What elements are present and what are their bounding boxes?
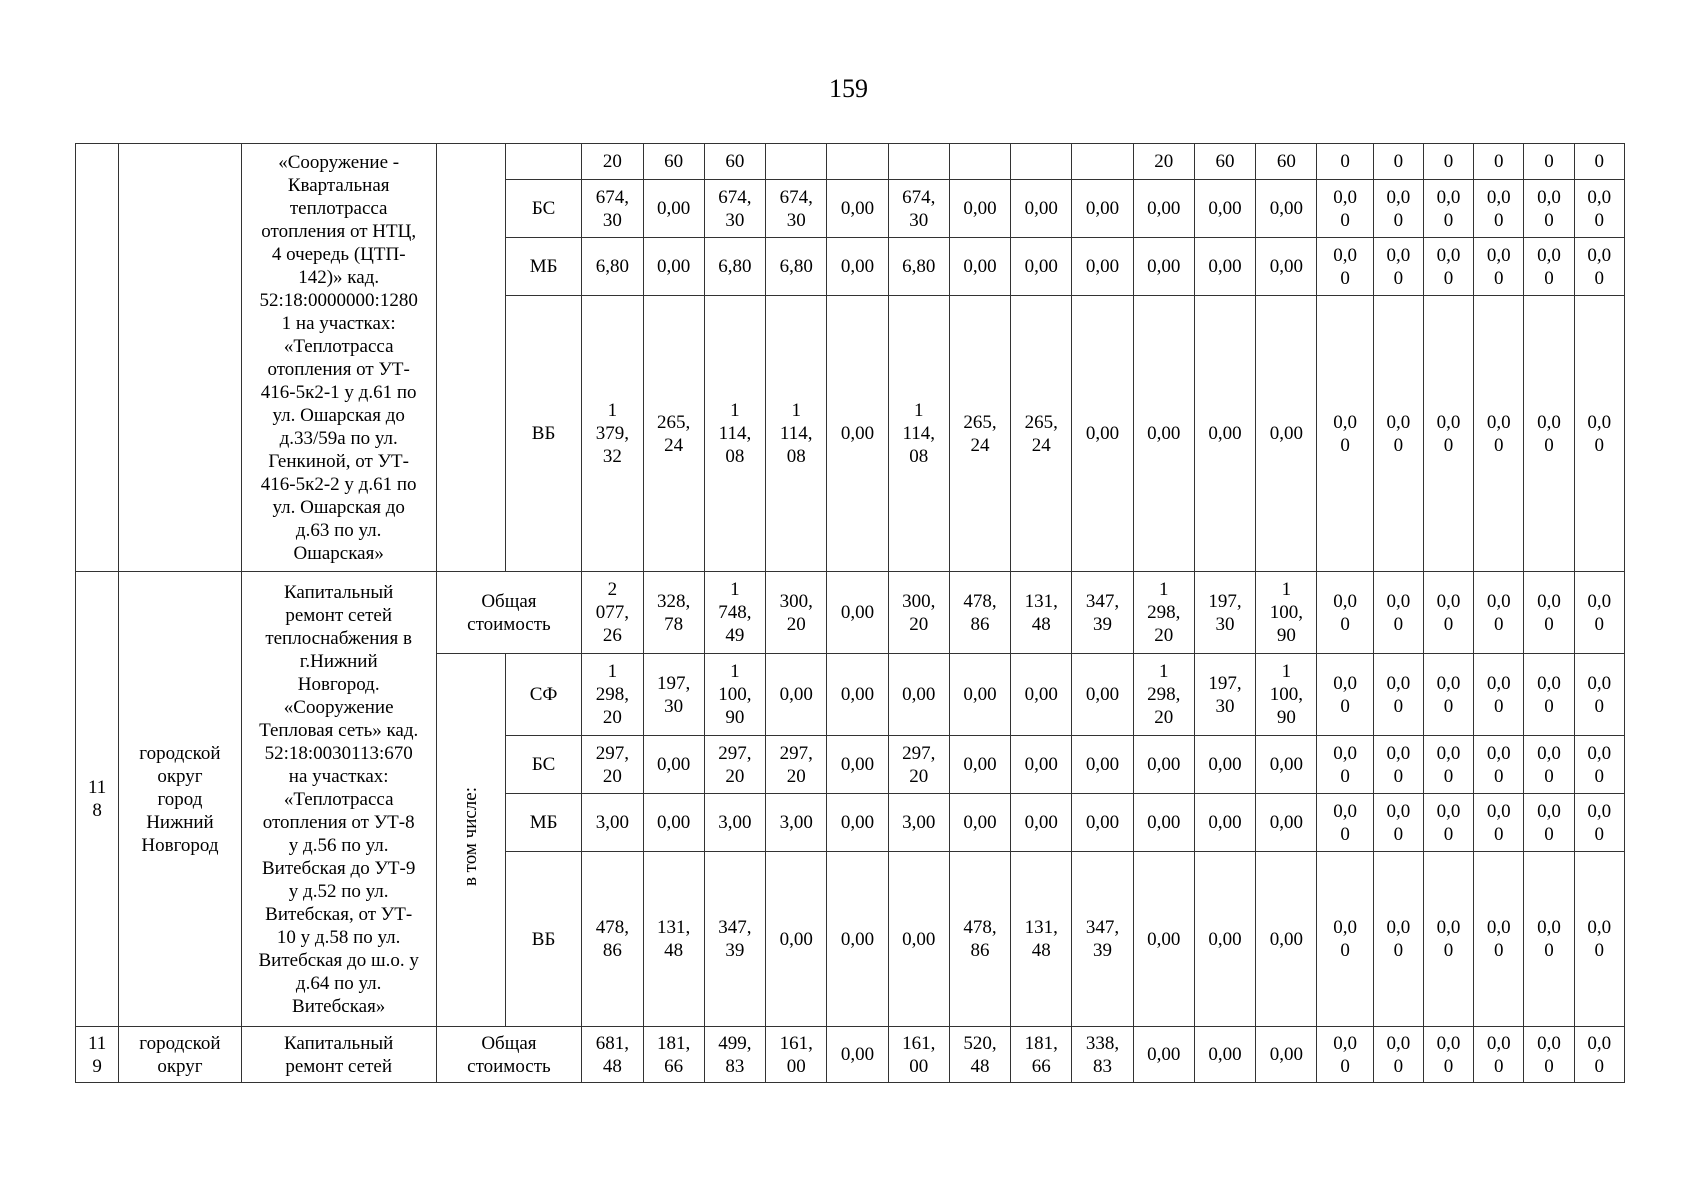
table-row [76, 144, 1625, 180]
table-row [76, 572, 1625, 654]
value-cell: 499, 83 [704, 1027, 765, 1083]
value-cell: 328, 78 [643, 572, 704, 654]
value-cell: 0,00 [1194, 180, 1255, 238]
value-cell: 0,00 [888, 852, 949, 1027]
fund-source-label: МБ [505, 238, 581, 296]
value-cell: 297, 20 [888, 736, 949, 794]
value-cell: 20 [1133, 144, 1194, 180]
value-cell: 0,0 0 [1524, 238, 1574, 296]
value-cell: 0,00 [1194, 852, 1255, 1027]
value-cell: 0,00 [827, 794, 888, 852]
value-cell: 0,0 0 [1373, 572, 1423, 654]
value-cell: 0,0 0 [1524, 852, 1574, 1027]
value-cell: 0,00 [1072, 238, 1133, 296]
value-cell: 265, 24 [949, 296, 1010, 572]
value-cell: 0,0 0 [1373, 654, 1423, 736]
value-cell: 0,0 0 [1524, 654, 1574, 736]
table-row [76, 1027, 1625, 1083]
value-cell: 347, 39 [1072, 852, 1133, 1027]
value-cell: 0,00 [1072, 180, 1133, 238]
value-cell: 1 114, 08 [888, 296, 949, 572]
value-cell: 0,0 0 [1373, 296, 1423, 572]
funding-table [75, 143, 1625, 1083]
value-cell: 520, 48 [949, 1027, 1010, 1083]
value-cell: 0,0 0 [1317, 794, 1373, 852]
value-cell: 1 100, 90 [1256, 572, 1317, 654]
value-cell: 2 077, 26 [582, 572, 643, 654]
value-cell: 0,00 [827, 852, 888, 1027]
fund-source-label: ВБ [505, 296, 581, 572]
municipality-cell [119, 144, 242, 572]
value-cell: 0,00 [643, 736, 704, 794]
value-cell: 0,0 0 [1373, 736, 1423, 794]
fund-source-label: БС [505, 180, 581, 238]
value-cell: 674, 30 [888, 180, 949, 238]
value-cell: 0,0 0 [1524, 794, 1574, 852]
value-cell: 297, 20 [582, 736, 643, 794]
including-label: в том числе: [459, 787, 481, 887]
value-cell: 0,00 [1072, 296, 1133, 572]
value-cell: 0,00 [1133, 794, 1194, 852]
value-cell: 197, 30 [1194, 654, 1255, 736]
value-cell: 0,0 0 [1317, 736, 1373, 794]
value-cell: 0,0 0 [1423, 180, 1473, 238]
value-cell: 0,00 [827, 296, 888, 572]
value-cell: 0,0 0 [1423, 296, 1473, 572]
value-cell: 0,0 0 [1574, 572, 1624, 654]
value-cell: 60 [1194, 144, 1255, 180]
value-cell: 0,0 0 [1574, 180, 1624, 238]
value-cell: 0,0 0 [1574, 296, 1624, 572]
value-cell [949, 144, 1010, 180]
value-cell: 0,0 0 [1423, 852, 1473, 1027]
value-cell: 0,0 0 [1317, 180, 1373, 238]
value-cell: 0,0 0 [1574, 794, 1624, 852]
value-cell: 161, 00 [766, 1027, 827, 1083]
value-cell: 3,00 [704, 794, 765, 852]
value-cell: 0,00 [1072, 794, 1133, 852]
value-cell: 0,00 [1194, 296, 1255, 572]
value-cell: 0,0 0 [1524, 296, 1574, 572]
value-cell: 0,0 0 [1474, 654, 1524, 736]
entry-number: 11 8 [76, 572, 119, 1027]
value-cell: 1 100, 90 [1256, 654, 1317, 736]
value-cell: 0,00 [949, 238, 1010, 296]
including-cell [436, 144, 505, 572]
value-cell: 681, 48 [582, 1027, 643, 1083]
value-cell: 0,00 [1194, 794, 1255, 852]
page-number: 159 [829, 74, 868, 103]
number-cell [76, 144, 119, 572]
value-cell: 0,0 0 [1524, 736, 1574, 794]
value-cell: 181, 66 [1011, 1027, 1072, 1083]
value-cell: 0,0 0 [1423, 572, 1473, 654]
value-cell: 0,00 [1133, 296, 1194, 572]
value-cell: 6,80 [888, 238, 949, 296]
value-cell: 0,00 [1011, 794, 1072, 852]
value-cell [888, 144, 949, 180]
municipality-cell: городской округ [119, 1027, 242, 1083]
value-cell: 0,0 0 [1574, 654, 1624, 736]
value-cell: 0,0 0 [1373, 1027, 1423, 1083]
value-cell: 0,00 [1256, 736, 1317, 794]
value-cell: 6,80 [582, 238, 643, 296]
total-cost-label: Общая стоимость [436, 572, 582, 654]
value-cell: 674, 30 [766, 180, 827, 238]
value-cell: 0,00 [1256, 238, 1317, 296]
value-cell: 478, 86 [582, 852, 643, 1027]
value-cell: 0,0 0 [1574, 736, 1624, 794]
value-cell: 0,00 [949, 736, 1010, 794]
value-cell: 0,00 [1072, 736, 1133, 794]
value-cell: 0,00 [827, 238, 888, 296]
value-cell: 3,00 [582, 794, 643, 852]
value-cell: 338, 83 [1072, 1027, 1133, 1083]
value-cell: 1 298, 20 [1133, 572, 1194, 654]
value-cell: 0,00 [1011, 736, 1072, 794]
value-cell: 0,0 0 [1474, 1027, 1524, 1083]
value-cell: 0,00 [1011, 180, 1072, 238]
object-description: Капитальный ремонт сетей [241, 1027, 436, 1083]
value-cell: 0,00 [827, 180, 888, 238]
value-cell [1011, 144, 1072, 180]
value-cell: 0,0 0 [1574, 852, 1624, 1027]
value-cell: 60 [1256, 144, 1317, 180]
value-cell: 60 [704, 144, 765, 180]
value-cell: 0,0 0 [1423, 736, 1473, 794]
value-cell: 0,00 [1194, 736, 1255, 794]
value-cell: 0,00 [1256, 794, 1317, 852]
value-cell: 0,0 0 [1524, 572, 1574, 654]
value-cell: 1 100, 90 [704, 654, 765, 736]
value-cell: 0,0 0 [1474, 238, 1524, 296]
value-cell: 6,80 [766, 238, 827, 296]
fund-source-label: МБ [505, 794, 581, 852]
value-cell: 0,00 [1256, 852, 1317, 1027]
value-cell: 0 [1423, 144, 1473, 180]
value-cell: 181, 66 [643, 1027, 704, 1083]
value-cell: 297, 20 [704, 736, 765, 794]
value-cell: 0,0 0 [1423, 1027, 1473, 1083]
value-cell: 265, 24 [1011, 296, 1072, 572]
value-cell: 0,0 0 [1317, 572, 1373, 654]
value-cell: 300, 20 [766, 572, 827, 654]
value-cell: 0,00 [643, 180, 704, 238]
value-cell: 0,0 0 [1524, 1027, 1574, 1083]
value-cell: 0,0 0 [1474, 794, 1524, 852]
value-cell: 0,0 0 [1317, 296, 1373, 572]
value-cell: 0,00 [643, 238, 704, 296]
value-cell: 0,0 0 [1423, 238, 1473, 296]
value-cell: 1 379, 32 [582, 296, 643, 572]
value-cell: 0,00 [1256, 296, 1317, 572]
value-cell: 3,00 [766, 794, 827, 852]
value-cell: 0,0 0 [1373, 180, 1423, 238]
value-cell: 0 [1474, 144, 1524, 180]
value-cell: 0,00 [1011, 654, 1072, 736]
value-cell: 297, 20 [766, 736, 827, 794]
value-cell: 0,00 [1011, 238, 1072, 296]
value-cell [1072, 144, 1133, 180]
value-cell: 0 [1317, 144, 1373, 180]
value-cell: 0 [1373, 144, 1423, 180]
value-cell: 1 114, 08 [704, 296, 765, 572]
value-cell: 6,80 [704, 238, 765, 296]
value-cell: 0,00 [827, 736, 888, 794]
value-cell: 0,0 0 [1317, 238, 1373, 296]
value-cell: 197, 30 [1194, 572, 1255, 654]
value-cell: 0,0 0 [1474, 572, 1524, 654]
object-description: Капитальный ремонт сетей теплоснабжения в г.Нижний Новгород. «Сооружение Тепловая сеть» кад. 52:18:0030113:670 на участках: «Теплотрасса отопления от УТ-8 у д.56 по ул. Витебская до УТ-9 у д.52 по ул. Витебская, от УТ- 10 у д.58 по ул. Витебская до ш.о. у д.64 по ул. Витебская» [241, 572, 436, 1027]
object-description: «Сооружение - Квартальная теплотрасса отопления от НТЦ, 4 очередь (ЦТП- 142)» кад. 52:18:0000000:1280 1 на участках: «Теплотрасса отопления от УТ- 416-5к2-1 у д.61 по ул. Ошарская до д.33/59а по ул. Генкиной, от УТ- 416-5к2-2 у д.61 по ул. Ошарская до д.63 по ул. Ошарская» [241, 144, 436, 572]
value-cell: 0 [1574, 144, 1624, 180]
value-cell: 0,0 0 [1317, 654, 1373, 736]
value-cell: 0,0 0 [1474, 180, 1524, 238]
value-cell: 20 [582, 144, 643, 180]
value-cell: 131, 48 [1011, 572, 1072, 654]
value-cell: 60 [643, 144, 704, 180]
value-cell: 0,0 0 [1474, 296, 1524, 572]
value-cell: 0,0 0 [1574, 1027, 1624, 1083]
value-cell: 0,0 0 [1423, 654, 1473, 736]
value-cell: 0,0 0 [1524, 180, 1574, 238]
value-cell: 0,00 [827, 1027, 888, 1083]
value-cell: 0,0 0 [1317, 1027, 1373, 1083]
value-cell: 0,00 [643, 794, 704, 852]
value-cell: 0,00 [949, 654, 1010, 736]
value-cell: 1 298, 20 [1133, 654, 1194, 736]
value-cell: 197, 30 [643, 654, 704, 736]
value-cell: 0,0 0 [1373, 238, 1423, 296]
value-cell: 0,00 [949, 794, 1010, 852]
value-cell: 0,0 0 [1373, 852, 1423, 1027]
value-cell: 347, 39 [704, 852, 765, 1027]
value-cell: 674, 30 [582, 180, 643, 238]
value-cell [827, 144, 888, 180]
value-cell: 478, 86 [949, 572, 1010, 654]
value-cell [766, 144, 827, 180]
entry-number: 11 9 [76, 1027, 119, 1083]
value-cell: 0,0 0 [1317, 852, 1373, 1027]
value-cell: 0,00 [1133, 238, 1194, 296]
value-cell: 0,00 [766, 654, 827, 736]
value-cell: 478, 86 [949, 852, 1010, 1027]
value-cell: 300, 20 [888, 572, 949, 654]
fund-source-label [505, 144, 581, 180]
value-cell: 347, 39 [1072, 572, 1133, 654]
value-cell: 1 298, 20 [582, 654, 643, 736]
value-cell: 1 114, 08 [766, 296, 827, 572]
value-cell: 131, 48 [1011, 852, 1072, 1027]
value-cell: 1 748, 49 [704, 572, 765, 654]
value-cell: 0,00 [827, 572, 888, 654]
value-cell: 674, 30 [704, 180, 765, 238]
value-cell: 161, 00 [888, 1027, 949, 1083]
value-cell: 0,00 [1256, 1027, 1317, 1083]
fund-source-label: СФ [505, 654, 581, 736]
value-cell: 0,00 [1133, 736, 1194, 794]
value-cell: 265, 24 [643, 296, 704, 572]
municipality-cell: городской округ город Нижний Новгород [119, 572, 242, 1027]
including-label-cell [436, 654, 505, 1027]
value-cell: 0,0 0 [1574, 238, 1624, 296]
value-cell: 0,00 [949, 180, 1010, 238]
value-cell: 0,00 [888, 654, 949, 736]
value-cell: 0,0 0 [1373, 794, 1423, 852]
fund-source-label: ВБ [505, 852, 581, 1027]
value-cell: 0,00 [766, 852, 827, 1027]
value-cell: 0,00 [1133, 852, 1194, 1027]
value-cell: 0,00 [1256, 180, 1317, 238]
value-cell: 0,0 0 [1474, 736, 1524, 794]
value-cell: 0,00 [1072, 654, 1133, 736]
value-cell: 0,00 [1194, 1027, 1255, 1083]
value-cell: 0,00 [1133, 180, 1194, 238]
value-cell: 0,00 [1133, 1027, 1194, 1083]
value-cell: 0,0 0 [1423, 794, 1473, 852]
value-cell: 0 [1524, 144, 1574, 180]
fund-source-label: БС [505, 736, 581, 794]
value-cell: 0,0 0 [1474, 852, 1524, 1027]
value-cell: 0,00 [1194, 238, 1255, 296]
value-cell: 131, 48 [643, 852, 704, 1027]
total-cost-label: Общая стоимость [436, 1027, 582, 1083]
value-cell: 3,00 [888, 794, 949, 852]
value-cell: 0,00 [827, 654, 888, 736]
